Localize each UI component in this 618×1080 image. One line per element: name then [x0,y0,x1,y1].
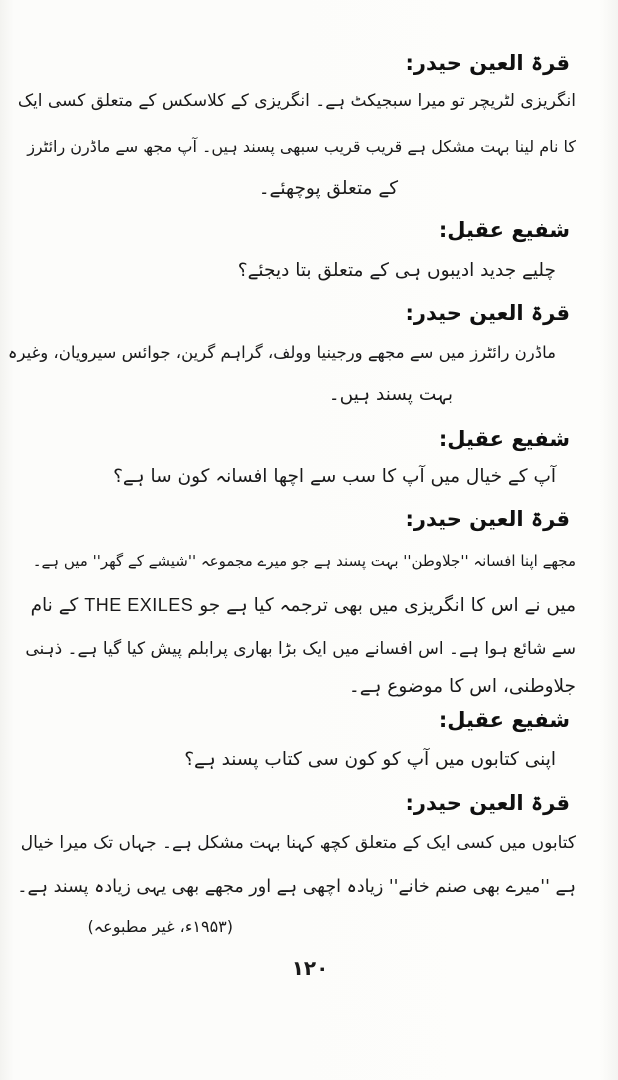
speaker-label: شفیع عقیل: [438,427,570,451]
answer-line: ماڈرن رائٹرز میں سے مجھے ورجینیا وولف، گراہم گرین، جوائس سیرویان، وغیرہ [7,343,556,362]
answer-text: میں نے اس کا انگریزی میں بھی ترجمہ کیا ہے جو [199,595,576,616]
answer-line [31,590,576,621]
page-number: ۱۲۰ [291,956,329,980]
answer-line: کے متعلق پوچھئے۔ [258,178,398,199]
date-note: (۱۹۵۳ء، غیر مطبوعہ) [87,917,233,936]
answer-line: ہے ''میرے بھی صنم خانے'' زیادہ اچھی ہے اور مجھے بھی یہی زیادہ پسند ہے۔ [17,877,576,897]
answer-line: انگریزی لٹریچر تو میرا سبجیکٹ ہے۔ انگریزی کے کلاسکس کے متعلق کسی ایک [17,91,576,111]
answer-line: کا نام لینا بہت مشکل ہے قریب قریب سبھی پسند ہیں۔ آپ مجھ سے ماڈرن رائٹرز [27,137,576,156]
speaker-label: قرۃ العین حیدر: [405,301,570,325]
speaker-label: قرۃ العین حیدر: [405,507,570,531]
answer-text: کے نام [30,595,79,616]
speaker-label: شفیع عقیل: [438,218,570,242]
answer-line: مجھے اپنا افسانہ ''جلاوطن'' بہت پسند ہے جو میرے مجموعہ ''شیشے کے گھر'' میں ہے۔ [32,552,576,570]
question-line: چلیے جدید ادیبوں ہی کے متعلق بتا دیجئے؟ [237,260,556,281]
speaker-label: قرۃ العین حیدر: [405,51,570,75]
english-title: THE EXILES [84,595,194,615]
question-line: اپنی کتابوں میں آپ کو کون سی کتاب پسند ہے؟ [184,749,556,770]
answer-line: بہت پسند ہیں۔ [328,384,453,405]
answer-line: جلاوطنی، اس کا موضوع ہے۔ [348,676,576,697]
answer-line: کتابوں میں کسی ایک کے متعلق کچھ کہنا بہت مشکل ہے۔ جہاں تک میرا خیال [20,833,576,853]
speaker-label: قرۃ العین حیدر: [405,791,570,815]
answer-line: سے شائع ہوا ہے۔ اس افسانے میں ایک بڑا بھاری پرابلم پیش کیا گیا ہے۔ ذہنی [25,639,576,659]
speaker-label: شفیع عقیل: [438,708,570,732]
question-line: آپ کے خیال میں آپ کا سب سے اچھا افسانہ کون سا ہے؟ [113,466,556,487]
